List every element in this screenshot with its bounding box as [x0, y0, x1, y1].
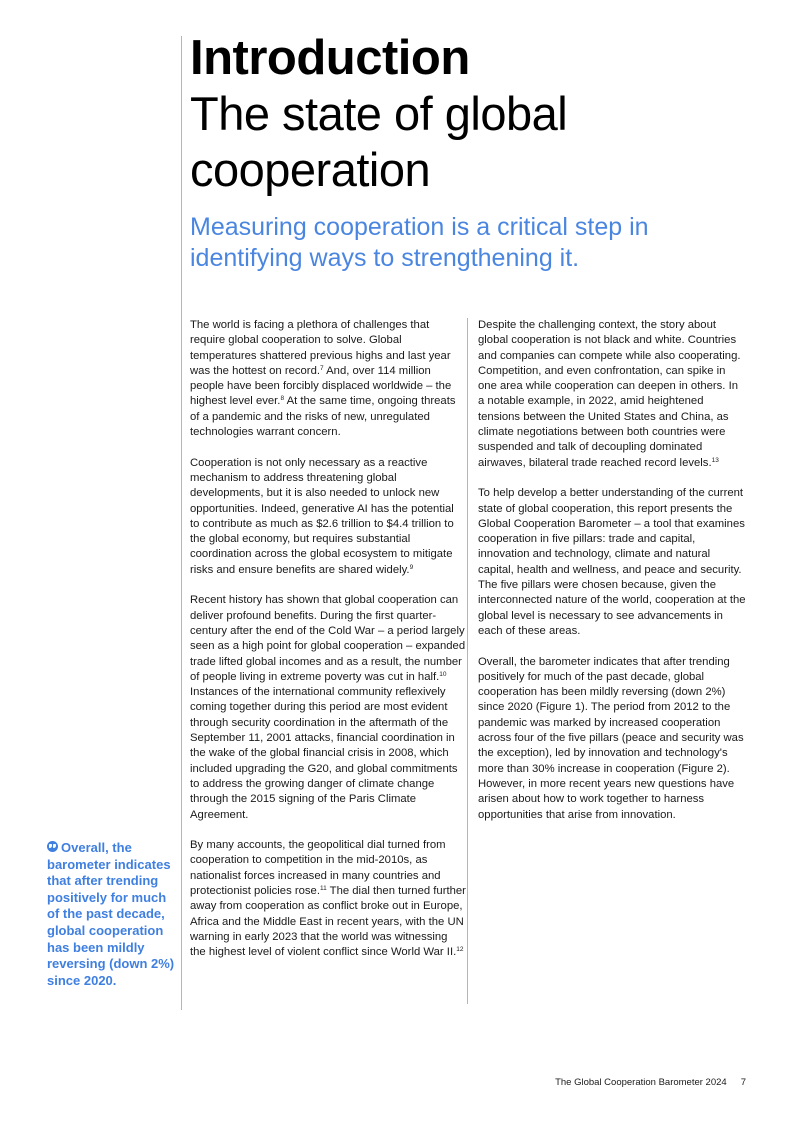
page-title [190, 30, 770, 198]
paragraph: Despite the challenging context, the story about global cooperation is not black and white. Countries and companies can compete while also cooperating. Competition, and even confrontation, can spike in one area while cooperation can deepen in others. In a notable example, in 2022, amid heightened tensions between the United States and China, as climate negotiations between both countries were suspended and talk of decoupling dominated airwaves, bilateral trade reached record levels.$^{13}$ [478, 319, 741, 469]
page-footer [555, 1077, 746, 1088]
paragraph: To help develop a better understanding of the current state of global cooperation, this report presents the Global Cooperation Barometer – a tool that examines cooperation in five pillars: trade and capital, innovation and technology, climate and natural capital, health and wellness, and peace and security. The five pillars were chosen because, given the interconnected nature of the world, cooperation at the global level is necessary to see advancements in each of these areas. [478, 487, 746, 637]
footer-report-title: The Global Cooperation Barometer 2024 [555, 1077, 727, 1088]
title-heading: Introduction [190, 31, 470, 85]
footnote-ref: 9 [409, 563, 414, 571]
page-number: 7 [740, 1077, 746, 1088]
paragraph: The world is facing a plethora of challenges that require global cooperation to solve. Global temperatures shattered previous highs and last year was the hottest on record.$^7$ And, over 114 million people have been forcibly displaced worldwide – the highest level ever.$^8$ At the same time, ongoing threats of a pandemic and the risks of new, unregulated technologies warrant concern. [190, 319, 456, 439]
footnote-ref: 8 [280, 395, 285, 403]
left-column [190, 318, 466, 976]
footnote-ref: 7 [320, 364, 324, 372]
column-divider-line [467, 318, 468, 1004]
paragraph: Cooperation is not only necessary as a reactive mechanism to address threatening global developments, but it is also needed to unlock new opportunities. Indeed, generative AI has the potential to contribute as much as $2.6 trillion to $4.4 trillion to the global economy, but requires substantial coordination across the global ecosystem to mitigate risks and ensure benefits are shared widely.$^9$ [190, 456, 454, 576]
title-subheading: The state of global cooperation [190, 87, 568, 196]
right-column [478, 318, 746, 838]
paragraph: By many accounts, the geopolitical dial turned from cooperation to competition in the mid-2010s, as nationalist forces increased in many countries and protectionist policies rose.$^{11}$ The dial then turned further away from cooperation as conflict broke out in Europe, Africa and the Middle East in recent years, with the UN warning in early 2023 that the world was witnessing the highest level of violent conflict since World War II.$^{12}$ [190, 839, 466, 959]
title-divider-line [181, 36, 182, 1010]
footnote-ref: 13 [711, 456, 719, 464]
footnote-ref: 12 [456, 946, 464, 954]
quote-icon [47, 841, 58, 852]
footnote-ref: 10 [439, 670, 447, 678]
pull-quote [47, 840, 175, 989]
paragraph: Overall, the barometer indicates that after trending positively for much of the past decade, global cooperation has been mildly reversing (down 2%) since 2020 (Figure 1). The period from 2012 to the pandemic was marked by increased cooperation across four of the five pillars (peace and security was the exception), led by innovation and technology's more than 30% increase in cooperation (Figure 2). However, in more recent years new questions have arisen about how to work together to harness opportunities that arise from innovation. [478, 655, 744, 821]
pull-quote-text: Overall, the barometer indicates that after trending positively for much of the past decade, global cooperation has been mildly reversing (down 2%) since 2020. [47, 840, 175, 988]
paragraph: Recent history has shown that global cooperation can deliver profound benefits. During the first quarter-century after the end of the Cold War – a period largely seen as a high point for global cooperation – expanded trade lifted global incomes and as a result, the number of people living in extreme poverty was cut in half.$^{10}$ Instances of the international community reflexively coming together during this period are most evident through security coordination in the aftermath of the September 11, 2001 attacks, financial coordination in the wake of the global financial crisis in 2008, which included upgrading the G20, and global commitments to address the growing danger of climate change through the 2015 signing of the Paris Climate Agreement. [190, 594, 466, 821]
subtitle: Measuring cooperation is a critical step in identifying ways to strengthening it. [190, 213, 649, 272]
footnote-ref: 11 [319, 884, 327, 892]
